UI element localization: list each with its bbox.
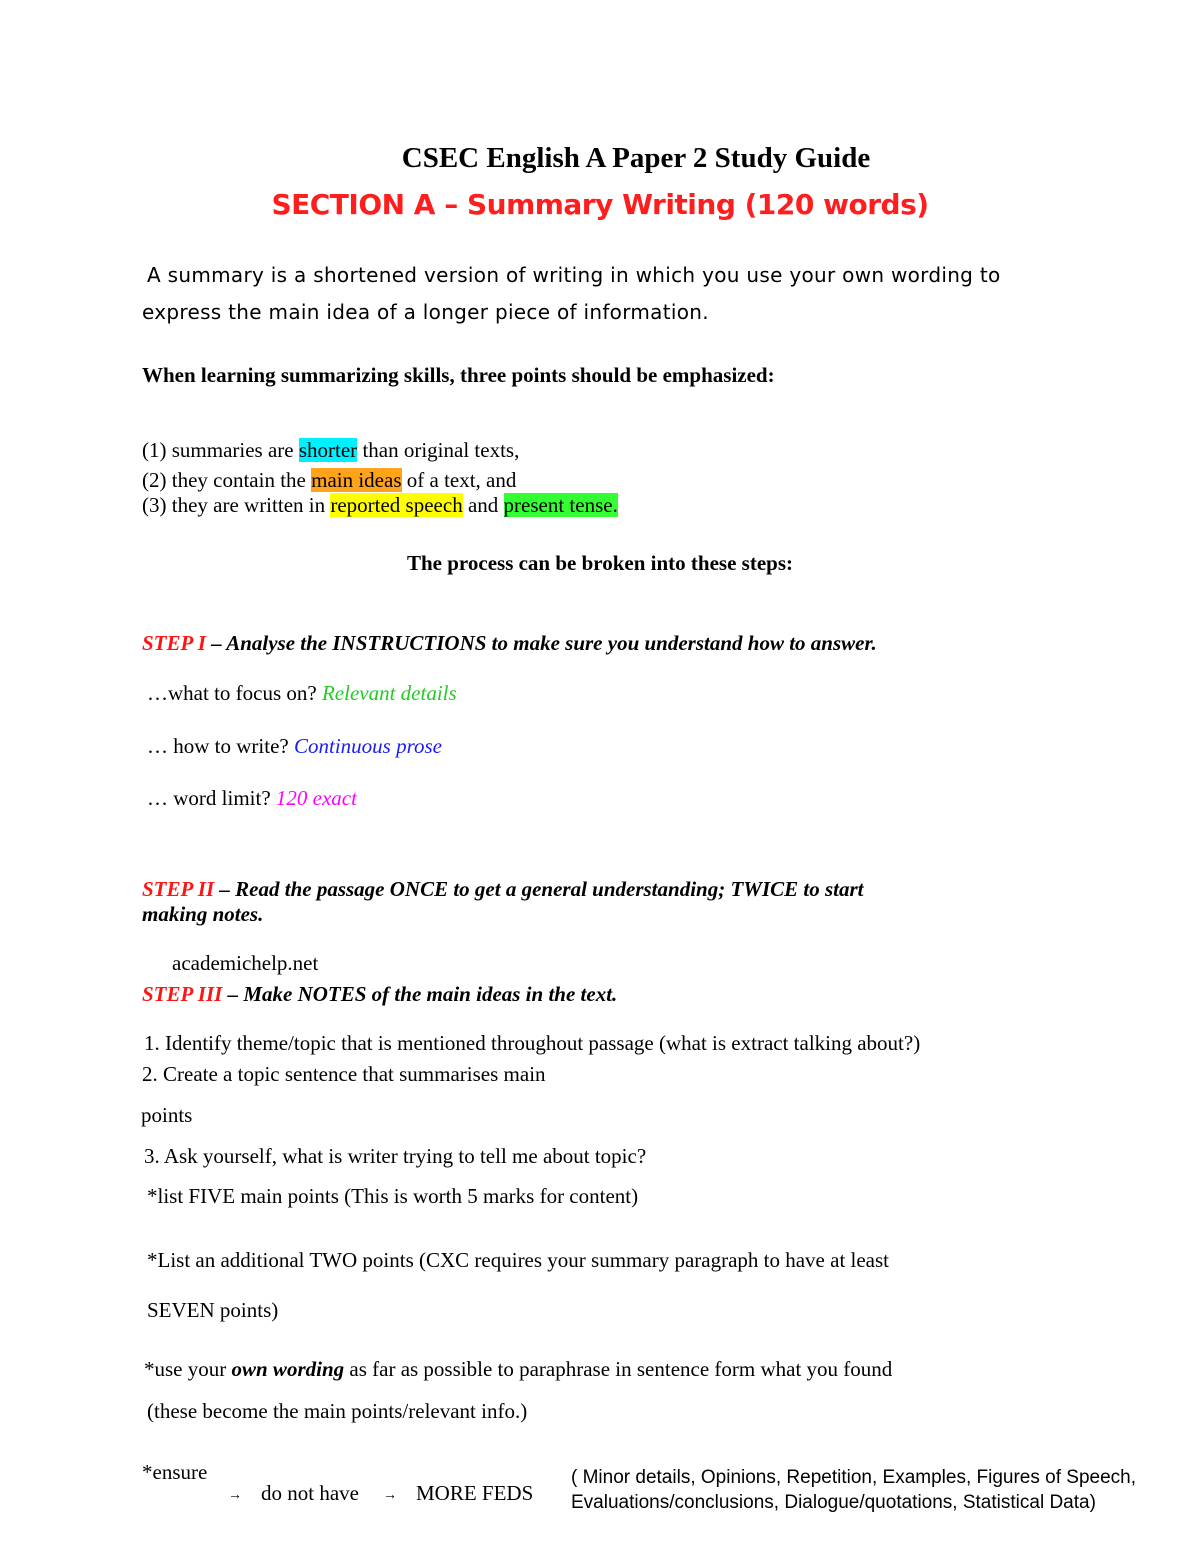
highlight-present-tense: present tense. [503, 493, 618, 517]
point-1 [142, 438, 519, 463]
note-two-points-continued: SEVEN points) [147, 1298, 279, 1322]
point-2 [142, 468, 516, 493]
feds-list: ( Minor details, Opinions, Repetition, Examples, Figures of Speech, Evaluations/conclusions, Dialogue/quotations, Statistical Data) [571, 1467, 1136, 1513]
point-1-prefix: (1) summaries are [142, 438, 299, 462]
highlight-shorter: shorter [298, 438, 358, 462]
point-3-mid: and [462, 493, 504, 517]
step-1-heading [142, 631, 877, 656]
step-3-heading [142, 982, 617, 1007]
note-two-points: *List an additional TWO points (CXC requires your summary paragraph to have at least [147, 1248, 890, 1272]
ensure-label: *ensure [142, 1460, 208, 1484]
step-1-text: – Analyse the INSTRUCTIONS to make sure you understand how to answer. [205, 631, 877, 655]
note-own-wording [144, 1357, 892, 1382]
watermark-text: academichelp.net [172, 951, 319, 975]
step-1-question-3 [147, 786, 357, 811]
point-2-suffix: of a text, and [401, 468, 517, 492]
question-limit: … word limit? [147, 786, 276, 810]
point-1-suffix: than original texts, [357, 438, 520, 462]
list-item-2: 2. Create a topic sentence that summarises main [142, 1062, 546, 1086]
definition-line-2: express the main idea of a longer piece of information. [142, 300, 709, 324]
step-1-label: STEP I [142, 631, 206, 655]
step-1-question-1 [147, 681, 457, 706]
step-2-heading-line-2: making notes. [142, 902, 264, 926]
answer-how: Continuous prose [293, 734, 442, 758]
definition-line-1: A summary is a shortened version of writing in which you use your own wording to [147, 263, 1001, 287]
list-item-1: 1. Identify theme/topic that is mentioned throughout passage (what is extract talking about?) [144, 1031, 921, 1055]
point-3 [142, 493, 618, 518]
step-2-heading [142, 877, 864, 902]
note-own-wording-continued: (these become the main points/relevant info.) [147, 1399, 528, 1423]
step-2-text: – Read the passage ONCE to get a general understanding; TWICE to start [214, 877, 864, 901]
note-five-points: *list FIVE main points (This is worth 5 marks for content) [147, 1184, 639, 1208]
process-heading: The process can be broken into these steps: [407, 551, 793, 575]
step-2-label: STEP II [142, 877, 215, 901]
note-own-wording-prefix: *use your [144, 1357, 232, 1381]
step-3-text: – Make NOTES of the main ideas in the text. [222, 982, 618, 1006]
section-heading: SECTION A – Summary Writing (120 words) [271, 188, 929, 221]
list-item-3: 3. Ask yourself, what is writer trying to tell me about topic? [144, 1144, 647, 1168]
point-3-prefix: (3) they are written in [142, 493, 331, 517]
question-focus: …what to focus on? [147, 681, 322, 705]
answer-limit: 120 exact [275, 786, 357, 810]
answer-focus: Relevant details [321, 681, 457, 705]
question-how: … how to write? [147, 734, 294, 758]
step-1-question-2 [147, 734, 442, 759]
highlight-main-ideas: main ideas [311, 468, 402, 492]
point-2-prefix: (2) they contain the [142, 468, 312, 492]
page-title: CSEC English A Paper 2 Study Guide [401, 142, 871, 174]
more-feds-text: MORE FEDS [416, 1481, 534, 1505]
do-not-have-text: do not have [261, 1481, 359, 1505]
own-wording-emphasis: own wording [231, 1357, 345, 1381]
highlight-reported-speech: reported speech [330, 493, 463, 517]
note-own-wording-suffix: as far as possible to paraphrase in sentence form what you found [344, 1357, 893, 1381]
list-item-2-continued: points [141, 1103, 193, 1127]
arrow-icon: → [228, 1488, 242, 1503]
arrow-icon: → [383, 1488, 397, 1503]
step-3-label: STEP III [142, 982, 223, 1006]
emphasis-heading: When learning summarizing skills, three points should be emphasized: [142, 363, 775, 387]
